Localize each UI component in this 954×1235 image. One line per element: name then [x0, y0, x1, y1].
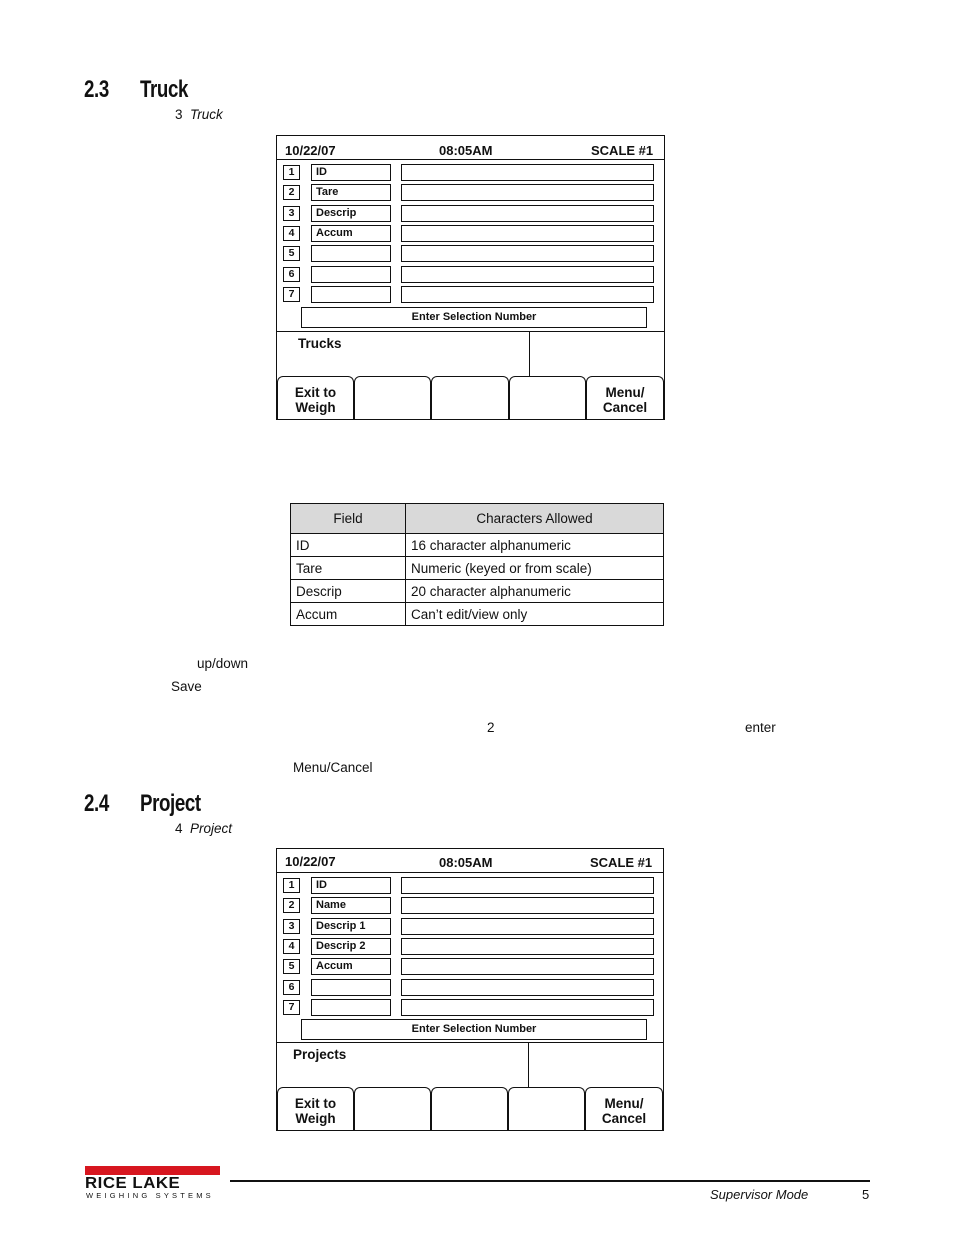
- softkey-label: Exit to: [294, 385, 337, 400]
- column-header-field: Field: [291, 504, 406, 534]
- selection-split: [529, 331, 530, 376]
- menu-cancel-softkey[interactable]: [586, 376, 664, 420]
- field-value-box[interactable]: [401, 979, 654, 996]
- field-label: [311, 266, 391, 283]
- figure-number: 4: [175, 821, 183, 836]
- cell-field: Descrip: [291, 580, 406, 603]
- keyword-menu-cancel: Menu/Cancel: [293, 760, 373, 775]
- field-value-box[interactable]: [401, 286, 654, 303]
- table-row: [291, 603, 664, 626]
- figure-number: 3: [175, 107, 183, 122]
- field-value-box[interactable]: [401, 225, 654, 242]
- row-number: 7: [283, 287, 300, 302]
- menu-cancel-softkey[interactable]: [585, 1087, 663, 1131]
- keyword-two: 2: [487, 720, 495, 735]
- softkey-4[interactable]: [508, 1087, 585, 1131]
- field-label: [311, 979, 391, 996]
- field-label: Accum: [311, 958, 391, 975]
- softkey-2[interactable]: [354, 376, 431, 420]
- field-value-box[interactable]: [401, 184, 654, 201]
- header-divider: [277, 159, 664, 160]
- screen-scale: SCALE #1: [591, 143, 654, 158]
- field-label: Name: [311, 897, 391, 914]
- softkey-label: Menu/: [604, 1096, 644, 1111]
- softkey-3[interactable]: [431, 1087, 508, 1131]
- cell-characters: Can’t edit/view only: [406, 603, 664, 626]
- field-label: [311, 286, 391, 303]
- screen-time: 08:05AM: [439, 855, 493, 870]
- selection-divider: [277, 331, 664, 332]
- softkey-label: Weigh: [295, 400, 336, 415]
- softkey-4[interactable]: [509, 376, 586, 420]
- enter-selection-prompt: Enter Selection Number: [301, 1019, 647, 1040]
- field-label: Descrip: [311, 205, 391, 222]
- truck-screen: [276, 135, 665, 420]
- softkey-bar: [277, 376, 664, 420]
- field-label: ID: [311, 877, 391, 894]
- footer-rule: [230, 1180, 870, 1182]
- footer-section-name: Supervisor Mode: [710, 1187, 809, 1202]
- row-number: 5: [283, 959, 300, 974]
- cell-field: Accum: [291, 603, 406, 626]
- column-header-characters: Characters Allowed: [406, 504, 664, 534]
- field-label: Descrip 1: [311, 918, 391, 935]
- cell-characters: 20 character alphanumeric: [406, 580, 664, 603]
- keyword-up-down: up/down: [197, 656, 249, 671]
- field-label: [311, 999, 391, 1016]
- row-number: 1: [283, 878, 300, 893]
- field-value-box[interactable]: [401, 897, 654, 914]
- row-number: 4: [283, 939, 300, 954]
- figure-caption-truck: [175, 107, 223, 122]
- row-number: 3: [283, 206, 300, 221]
- row-number: 6: [283, 267, 300, 282]
- screen-date: 10/22/07: [285, 854, 336, 869]
- selection-split: [528, 1042, 529, 1087]
- exit-to-weigh-softkey[interactable]: [277, 376, 354, 420]
- selection-divider: [277, 1042, 663, 1043]
- softkey-label: Cancel: [601, 1111, 647, 1126]
- field-value-box[interactable]: [401, 245, 654, 262]
- footer-page-number: 5: [862, 1187, 870, 1202]
- cell-characters: Numeric (keyed or from scale): [406, 557, 664, 580]
- field-value-box[interactable]: [401, 958, 654, 975]
- softkey-label: Cancel: [602, 400, 648, 415]
- field-value-box[interactable]: [401, 877, 654, 894]
- selection-title: Trucks: [298, 336, 342, 351]
- field-value-box[interactable]: [401, 999, 654, 1016]
- keyword-save: Save: [171, 679, 202, 694]
- cell-field: Tare: [291, 557, 406, 580]
- field-value-box[interactable]: [401, 205, 654, 222]
- figure-caption-project: [175, 821, 232, 836]
- cell-characters: 16 character alphanumeric: [406, 534, 664, 557]
- characters-allowed-table: [290, 503, 664, 626]
- field-value-box[interactable]: [401, 164, 654, 181]
- row-number: 2: [283, 185, 300, 200]
- header-divider: [277, 872, 663, 873]
- field-label: Accum: [311, 225, 391, 242]
- selection-title: Projects: [293, 1047, 347, 1062]
- section-number-2-4: 2.4: [84, 790, 109, 817]
- row-number: 4: [283, 226, 300, 241]
- rice-lake-logo-subtitle: WEIGHING SYSTEMS: [86, 1191, 214, 1200]
- keyword-enter: enter: [745, 720, 776, 735]
- screen-time: 08:05AM: [439, 143, 493, 158]
- row-number: 5: [283, 246, 300, 261]
- field-label: ID: [311, 164, 391, 181]
- table-header-row: [291, 504, 664, 534]
- row-number: 2: [283, 898, 300, 913]
- field-value-box[interactable]: [401, 918, 654, 935]
- field-label: Descrip 2: [311, 938, 391, 955]
- softkey-bar: [277, 1087, 663, 1131]
- section-title-project: Project: [140, 790, 201, 817]
- softkey-label: Weigh: [295, 1111, 336, 1126]
- project-screen: [276, 848, 664, 1131]
- rice-lake-logo: RICE LAKE: [85, 1175, 181, 1192]
- softkey-label: Menu/: [605, 385, 645, 400]
- softkey-3[interactable]: [431, 376, 509, 420]
- screen-date: 10/22/07: [285, 143, 336, 158]
- softkey-label: Exit to: [294, 1096, 337, 1111]
- table-row: [291, 534, 664, 557]
- row-number: 6: [283, 980, 300, 995]
- field-value-box[interactable]: [401, 938, 654, 955]
- screen-scale: SCALE #1: [590, 855, 653, 870]
- field-label: [311, 245, 391, 262]
- enter-selection-prompt: Enter Selection Number: [301, 307, 647, 328]
- exit-to-weigh-softkey[interactable]: [277, 1087, 354, 1131]
- table-row: [291, 557, 664, 580]
- field-label: Tare: [311, 184, 391, 201]
- softkey-2[interactable]: [354, 1087, 431, 1131]
- section-number-2-3: 2.3: [84, 76, 109, 103]
- figure-title: Project: [190, 821, 233, 836]
- cell-field: ID: [291, 534, 406, 557]
- row-number: 3: [283, 919, 300, 934]
- figure-title: Truck: [190, 107, 223, 122]
- table-row: [291, 580, 664, 603]
- row-number: 1: [283, 165, 300, 180]
- section-title-truck: Truck: [140, 76, 188, 103]
- field-value-box[interactable]: [401, 266, 654, 283]
- row-number: 7: [283, 1000, 300, 1015]
- rice-lake-logo-bar: [85, 1166, 220, 1175]
